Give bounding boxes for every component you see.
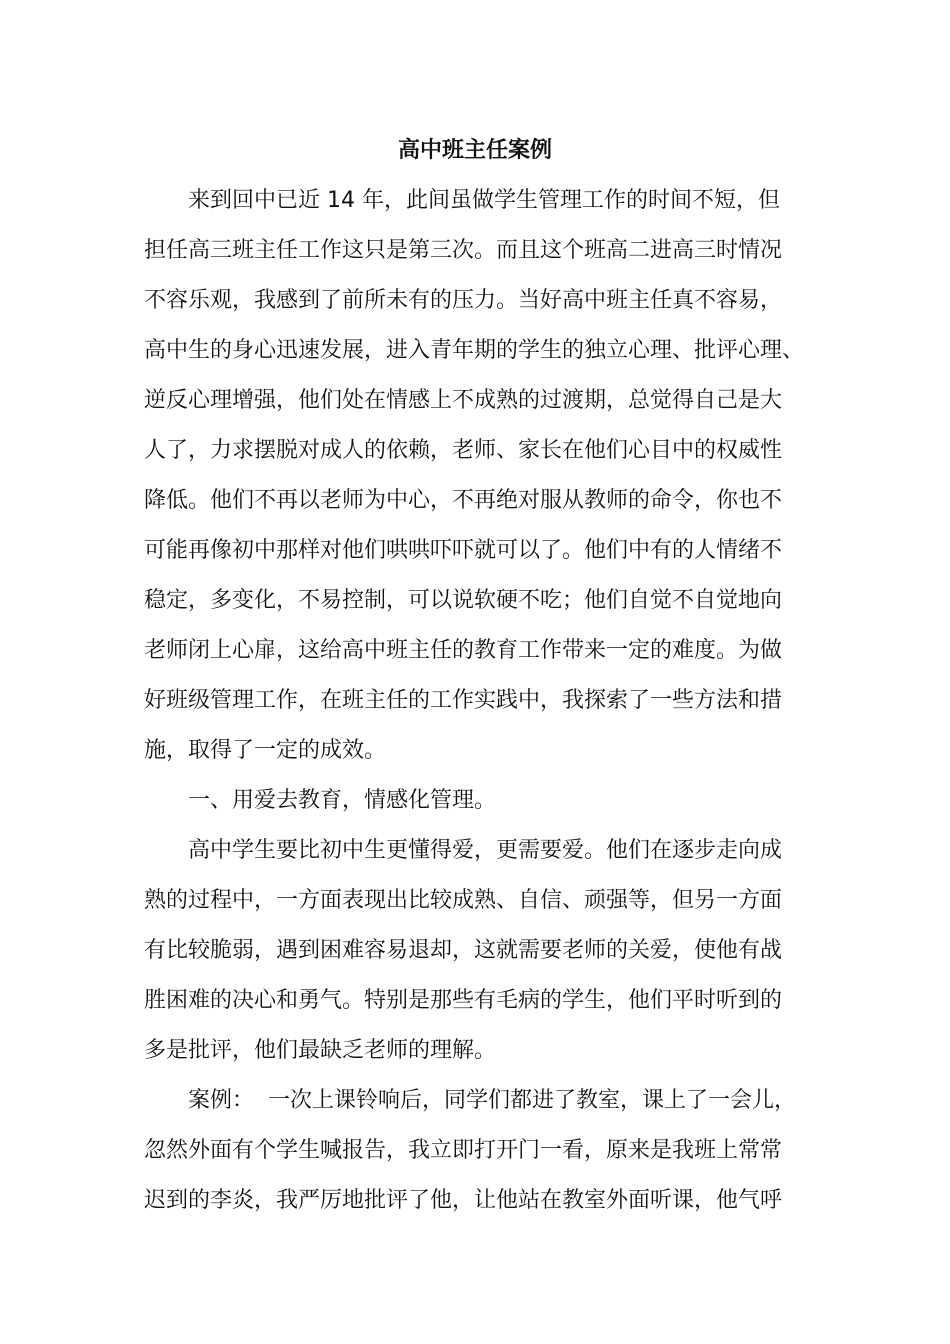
text-line: 高中学生要比初中生更懂得爱，更需要爱。他们在逐步走向成	[188, 838, 783, 863]
text-line: 逆反心理增强，他们处在情感上不成熟的过渡期，总觉得自己是大	[144, 388, 783, 413]
text-line: 担任高三班主任工作这只是第三次。而且这个班高二进高三时情况	[144, 238, 783, 263]
text-line: 来到回中已近 14 年，此间虽做学生管理工作的时间不短，但	[188, 188, 780, 213]
text-line: 案例： 一次上课铃响后，同学们都进了教室，课上了一会儿，	[188, 1088, 796, 1113]
section-heading: 一、用爱去教育，情感化管理。	[188, 788, 497, 813]
text-line: 稳定，多变化，不易控制，可以说软硬不吃；他们自觉不自觉地向	[144, 588, 783, 613]
text-line: 老师闭上心扉，这给高中班主任的教育工作带来一定的难度。为做	[144, 638, 783, 663]
text-line: 可能再像初中那样对他们哄哄吓吓就可以了。他们中有的人情绪不	[144, 538, 783, 563]
text-line: 不容乐观，我感到了前所未有的压力。当好高中班主任真不容易，	[144, 288, 783, 313]
text-line: 胜困难的决心和勇气。特别是那些有毛病的学生，他们平时听到的	[144, 988, 783, 1013]
text-line: 人了，力求摆脱对成人的依赖，老师、家长在他们心目中的权威性	[144, 438, 783, 463]
text-line: 施，取得了一定的成效。	[144, 738, 387, 763]
text-line: 好班级管理工作，在班主任的工作实践中，我探索了一些方法和措	[144, 688, 783, 713]
text-line: 熟的过程中，一方面表现出比较成熟、自信、顽强等，但另一方面	[144, 888, 783, 913]
text-line: 忽然外面有个学生喊报告，我立即打开门一看，原来是我班上常常	[144, 1138, 783, 1163]
text-line: 迟到的李炎，我严厉地批评了他，让他站在教室外面听课，他气呼	[144, 1188, 783, 1213]
text-line: 多是批评，他们最缺乏老师的理解。	[144, 1038, 497, 1063]
text-line: 高中生的身心迅速发展，进入青年期的学生的独立心理、批评心理、	[144, 338, 805, 363]
document-title: 高中班主任案例	[397, 138, 552, 163]
text-line: 有比较脆弱，遇到困难容易退却，这就需要老师的关爱，使他有战	[144, 938, 783, 963]
text-line: 降低。他们不再以老师为中心，不再绝对服从教师的命令，你也不	[144, 488, 783, 513]
